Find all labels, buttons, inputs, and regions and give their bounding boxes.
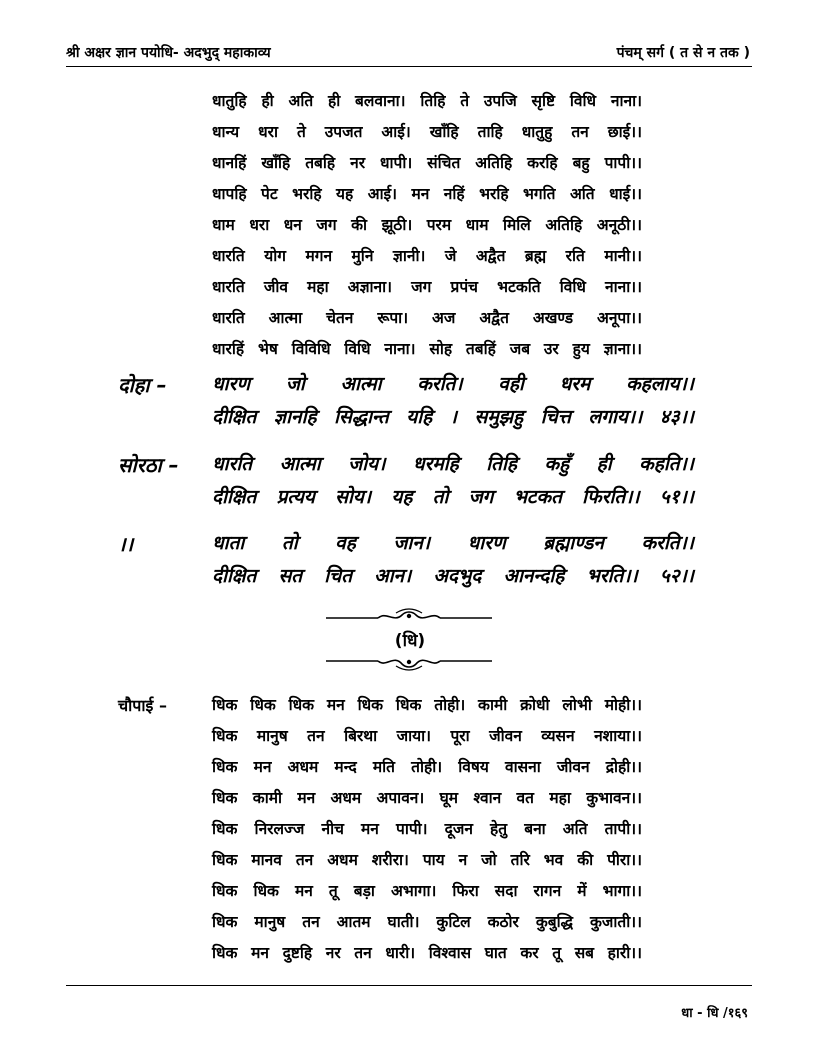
verse-line: धिक मानव तन अधम शरीरा। पाय न जो तरि भव की पीरा।। (212, 851, 642, 869)
page-number: धा - धि /१६९ (681, 1006, 748, 1021)
verse-line: धारति योग मगन मुनि ज्ञानी। जे अद्वैत ब्रह्म रति मानी।। (212, 247, 642, 265)
verse-line: धापहि पेट भरहि यह आई। मन नहिं भरहि भगति अति धाई।। (212, 185, 642, 203)
sortha-line: धारति आत्मा जोय। धरमहि तिहि कहुँ ही कहति।। (212, 453, 694, 475)
sortha2-label: ।। (118, 532, 134, 556)
verse-line: धिक मानुष तन बिरथा जाया। पूरा जीवन व्यसन नशाया।। (212, 727, 642, 745)
verse-line: धिक मन अधम मन्द मति तोही। विषय वासना जीवन द्रोही।। (212, 758, 642, 776)
verse-line: धिक कामी मन अधम अपावन। घूम श्वान वत महा कुभावन।। (212, 789, 642, 807)
verse-line: धानहिं खाँहि तबहि नर धापी। संचित अतिहि करहि बहु पापी।। (212, 154, 642, 172)
footer-rule (66, 985, 752, 986)
header-title: श्री अक्षर ज्ञान पयोधि- अदभुद् महाकाव्य (66, 45, 271, 61)
verse-line: धारति जीव महा अज्ञाना। जग प्रपंच भटकति विधि नाना।। (212, 278, 642, 296)
verse-line: धिक निरलज्ज नीच मन पापी। दूजन हेतु बना अति तापी।। (212, 820, 642, 838)
sortha2-block (212, 527, 694, 593)
doha-line: दीक्षित ज्ञानहि सिद्धान्त यहि । समुझहु चित्त लगाय।। ४३।। (212, 406, 694, 428)
verse-line: धान्य धरा ते उपजत आई। खाँहि ताहि धातुहु तन छाई।। (212, 123, 642, 141)
chaupai-label: चौपाई – (118, 696, 167, 715)
chaupai-block (212, 690, 642, 969)
ornament-divider-bottom (326, 652, 492, 672)
section-title: (धि) (394, 631, 426, 651)
verse-block-1 (212, 86, 642, 365)
header-chapter: पंचम् सर्ग ( त से न तक ) (616, 45, 750, 61)
sortha-line: दीक्षित प्रत्यय सोय। यह तो जग भटकत फिरति।। ५१।। (212, 486, 694, 508)
verse-line: धारहिं भेष विविधि विधि नाना। सोह तबहिं जब उर हुय ज्ञाना।। (212, 340, 642, 358)
sortha-label: सोरठा – (118, 453, 179, 477)
verse-line: धिक मानुष तन आतम घाती। कुटिल कठोर कुबुद्धि कुजाती।। (212, 913, 642, 931)
sortha2-line: दीक्षित सत चित आन। अदभुद आनन्दहि भरति।। ५२।। (212, 565, 694, 587)
sortha-block (212, 448, 694, 514)
verse-line: धारति आत्मा चेतन रूपा। अज अद्वैत अखण्ड अनूपा।। (212, 309, 642, 327)
doha-block (212, 368, 694, 434)
verse-line: धिक धिक धिक मन धिक धिक तोही। कामी क्रोधी लोभी मोही।। (212, 696, 642, 714)
verse-line: धिक मन दुष्टहि नर तन धारी। विश्वास घात कर तू सब हारी।। (212, 944, 642, 962)
header-rule (66, 66, 752, 67)
verse-line: धाम धरा धन जग की झूठी। परम धाम मिलि अतिहि अनूठी।। (212, 216, 642, 234)
sortha2-line: धाता तो वह जान। धारण ब्रह्माण्डन करति।। (212, 532, 694, 554)
doha-line: धारण जो आत्मा करति। वही धरम कहलाय।। (212, 373, 694, 395)
verse-line: धिक धिक मन तू बड़ा अभागा। फिरा सदा रागन में भागा।। (212, 882, 642, 900)
verse-line: धातुहि ही अति ही बलवाना। तिहि ते उपजि सृष्टि विधि नाना। (212, 92, 642, 110)
ornament-divider-top (326, 605, 492, 625)
doha-label: दोहा – (118, 373, 167, 397)
